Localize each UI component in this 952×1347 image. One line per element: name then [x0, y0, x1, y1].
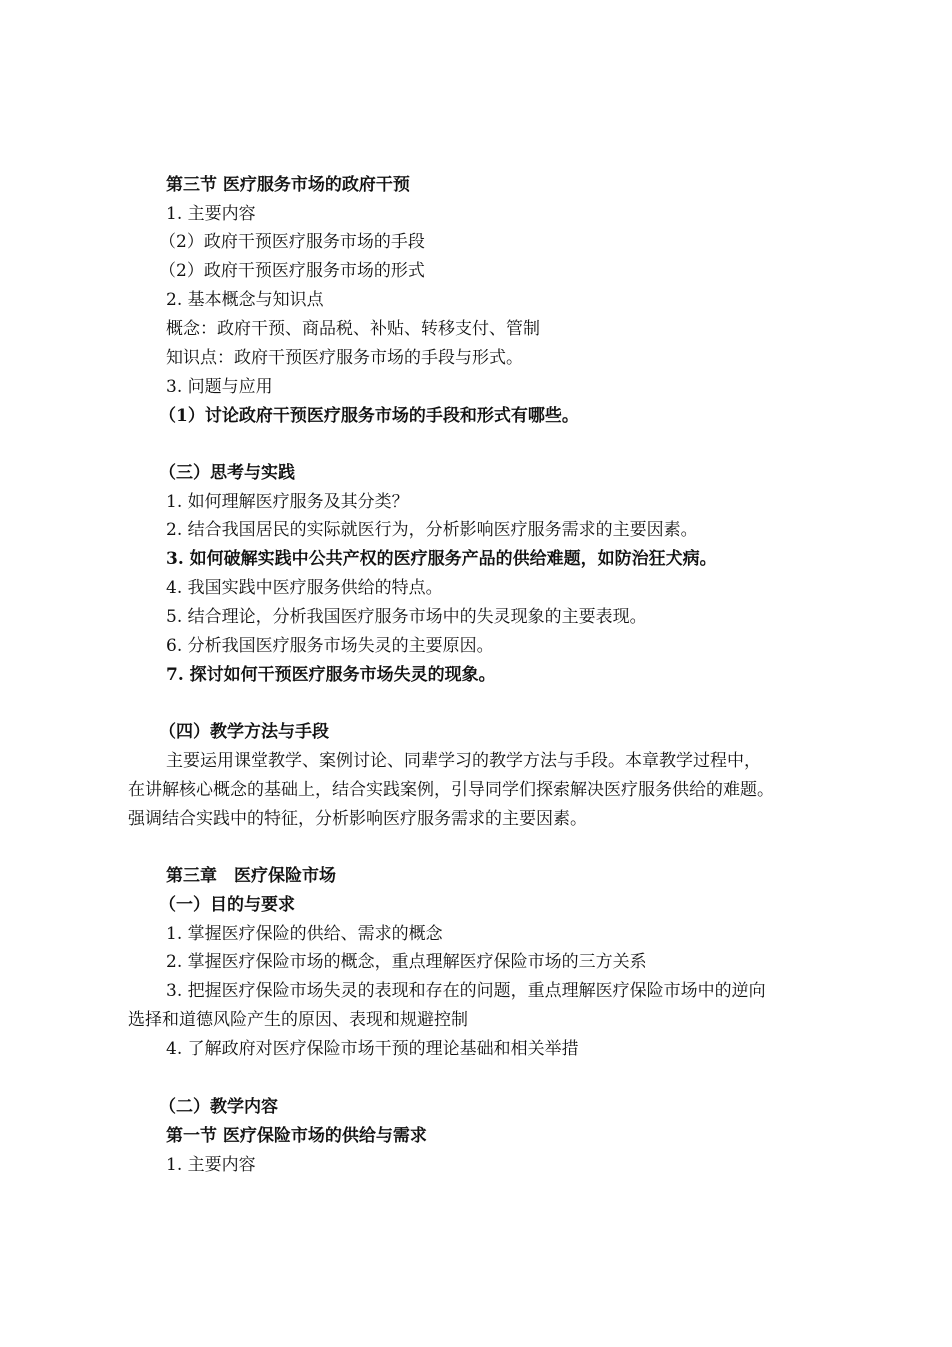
think-item: 7. 探讨如何干预医疗服务市场失灵的现象。 — [166, 665, 496, 685]
think-item: 5. 结合理论，分析我国医疗服务市场中的失灵现象的主要表现。 — [166, 607, 647, 627]
methods-paragraph-line: 在讲解核心概念的基础上，结合实践案例，引导同学们探索解决医疗服务供给的难题。 — [128, 780, 774, 800]
concepts-line: 概念：政府干预、商品税、补贴、转移支付、管制 — [166, 319, 540, 339]
subheading-content: 1. 主要内容 — [166, 1155, 256, 1175]
think-item: 2. 结合我国居民的实际就医行为，分析影响医疗服务需求的主要因素。 — [166, 520, 698, 540]
subheading-concepts: 2. 基本概念与知识点 — [166, 290, 324, 310]
think-item: 4. 我国实践中医疗服务供给的特点。 — [166, 578, 443, 598]
section-title: 第三节 医疗服务市场的政府干预 — [166, 175, 410, 195]
section-title: 第一节 医疗保险市场的供给与需求 — [166, 1126, 427, 1146]
think-title: （三）思考与实践 — [159, 463, 295, 483]
think-item: 1. 如何理解医疗服务及其分类？ — [166, 492, 409, 512]
subheading-questions: 3. 问题与应用 — [166, 377, 273, 397]
goal-item: 4. 了解政府对医疗保险市场干预的理论基础和相关举措 — [166, 1039, 579, 1059]
chapter-title: 第三章 医疗保险市场 — [166, 866, 336, 886]
goal-item: 1. 掌握医疗保险的供给、需求的概念 — [166, 924, 443, 944]
goal-item: 3. 把握医疗保险市场失灵的表现和存在的问题，重点理解医疗保险市场中的逆向 — [166, 981, 766, 1001]
think-item: 6. 分析我国医疗服务市场失灵的主要原因。 — [166, 636, 494, 656]
question-item: （1）讨论政府干预医疗服务市场的手段和形式有哪些。 — [159, 406, 579, 426]
think-item: 3. 如何破解实践中公共产权的医疗服务产品的供给难题，如防治狂犬病。 — [166, 549, 717, 569]
content-item: （2）政府干预医疗服务市场的形式 — [159, 261, 425, 281]
goals-title: （一）目的与要求 — [159, 895, 295, 915]
methods-paragraph-line: 主要运用课堂教学、案例讨论、同辈学习的教学方法与手段。本章教学过程中， — [166, 751, 761, 771]
methods-title: （四）教学方法与手段 — [159, 722, 329, 742]
goal-item-continued: 选择和道德风险产生的原因、表现和规避控制 — [128, 1010, 468, 1030]
knowledge-line: 知识点：政府干预医疗服务市场的手段与形式。 — [166, 348, 523, 368]
content-item: （2）政府干预医疗服务市场的手段 — [159, 232, 425, 252]
subheading-content: 1. 主要内容 — [166, 204, 256, 224]
goal-item: 2. 掌握医疗保险市场的概念，重点理解医疗保险市场的三方关系 — [166, 952, 647, 972]
methods-paragraph-line: 强调结合实践中的特征，分析影响医疗服务需求的主要因素。 — [128, 809, 587, 829]
content-title: （二）教学内容 — [159, 1097, 278, 1117]
